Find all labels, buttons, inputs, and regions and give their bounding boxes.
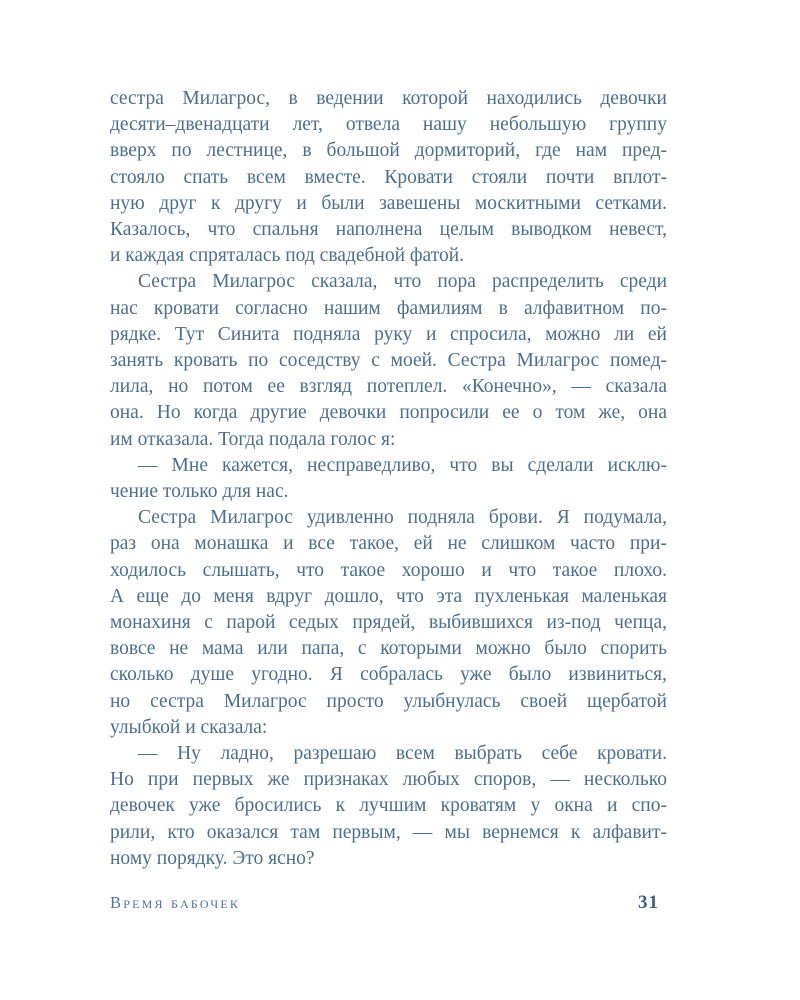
text-line: занять кровать по соседству с моей. Сестра Милагрос помед- bbox=[110, 350, 667, 372]
text-line: раз она монашка и все такое, ей не слишком часто при- bbox=[110, 533, 667, 555]
text-line: ходилось слышать, что такое хорошо и что такое плохо. bbox=[110, 559, 667, 581]
text-line: лила, но потом ее взгляд потеплел. «Конечно», — сказала bbox=[110, 376, 667, 398]
paragraph bbox=[110, 453, 667, 505]
text-line: десяти–двенадцати лет, отвела нашу небольшую группу bbox=[110, 114, 667, 136]
text-line: им отказала. Тогда подала голос я: bbox=[110, 428, 396, 450]
text-line: вовсе не мама или папа, с которыми можно было спорить bbox=[110, 638, 667, 660]
text-line: вверх по лестнице, в большой дормиторий, где нам пред- bbox=[110, 140, 667, 162]
text-line: монахиня с парой седых прядей, выбившихся из-под чепца, bbox=[110, 612, 667, 634]
text-line: А еще до меня вдруг дошло, что эта пухленькая маленькая bbox=[110, 585, 667, 607]
text-line: девочек уже бросились к лучшим кроватям у окна и спо- bbox=[110, 795, 667, 817]
text-line: рили, кто оказался там первым, — мы вернемся к алфавит- bbox=[110, 821, 667, 843]
text-line: Сестра Милагрос удивленно подняла брови. Я подумала, bbox=[138, 507, 667, 529]
text-line: ную друг к другу и были завешены москитными сетками. bbox=[110, 192, 667, 214]
text-line: она. Но когда другие девочки попросили ее о том же, она bbox=[110, 402, 667, 424]
paragraph bbox=[110, 86, 667, 269]
paragraph bbox=[110, 741, 667, 872]
text-line: сестра Милагрос, в ведении которой находились девочки bbox=[110, 88, 667, 109]
text-line: но сестра Милагрос просто улыбнулась своей щербатой bbox=[110, 690, 667, 712]
text-line: нас кровати согласно нашим фамилиям в алфавитном по- bbox=[110, 297, 667, 319]
paragraph bbox=[110, 269, 667, 452]
page-number: 31 bbox=[638, 892, 659, 913]
text-line: Казалось, что спальня наполнена целым выводком невест, bbox=[110, 219, 667, 241]
text-line: сколько душе угодно. Я собралась уже было извиниться, bbox=[110, 664, 667, 686]
text-line: — Ну ладно, разрешаю всем выбрать себе кровати. bbox=[138, 743, 667, 765]
text-line: ному порядку. Это ясно? bbox=[110, 847, 315, 869]
text-line: Но при первых же признаках любых споров, — несколько bbox=[110, 769, 667, 791]
text-line: рядке. Тут Синита подняла руку и спросила, можно ли ей bbox=[110, 323, 667, 345]
page-footer bbox=[110, 892, 667, 914]
running-title: Время бабочек bbox=[110, 893, 241, 912]
text-line: — Мне кажется, несправедливо, что вы сделали исклю- bbox=[138, 454, 667, 476]
text-line: и каждая спряталась под свадебной фатой. bbox=[110, 245, 465, 267]
text-line: стояло спать всем вместе. Кровати стояли почти вплот- bbox=[110, 166, 667, 188]
text-line: улыбкой и сказала: bbox=[110, 716, 268, 738]
text-line: чение только для нас. bbox=[110, 481, 289, 503]
text-line: Сестра Милагрос сказала, что пора распределить среди bbox=[138, 271, 667, 293]
page-text bbox=[110, 86, 667, 872]
paragraph bbox=[110, 505, 667, 741]
